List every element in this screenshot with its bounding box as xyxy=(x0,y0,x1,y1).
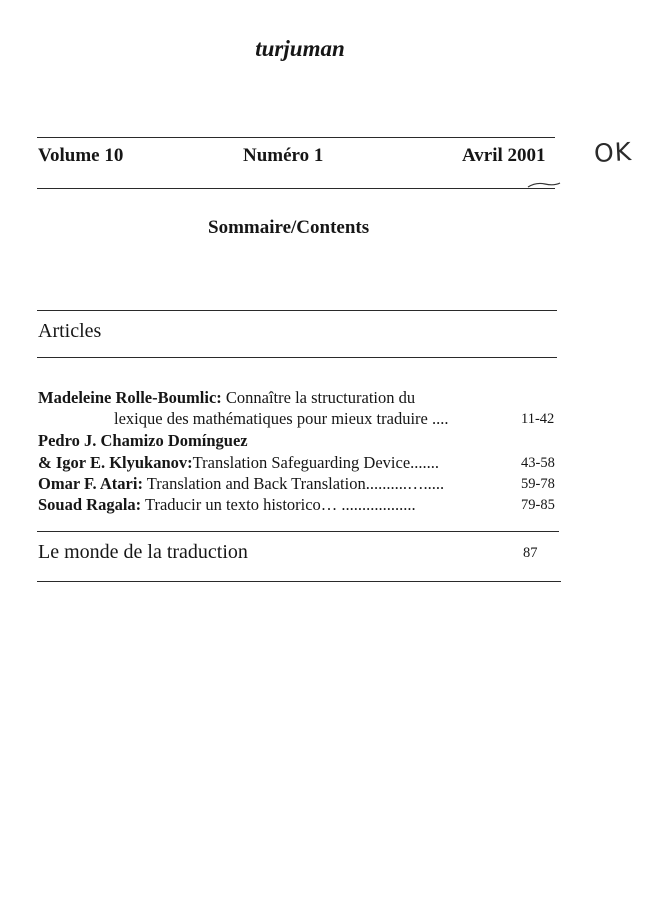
header-top-rule xyxy=(37,137,555,138)
monde-top-rule xyxy=(37,531,559,532)
contents-title: Sommaire/Contents xyxy=(208,217,370,238)
toc-entry-3-pages: 59-78 xyxy=(521,476,555,492)
toc-entry-3-line xyxy=(38,474,444,494)
toc-entry-4-pages: 79-85 xyxy=(521,497,555,513)
toc-entry-1-title-part2: lexique des mathématiques pour mieux traduire .... xyxy=(114,409,449,428)
monde-bottom-rule xyxy=(37,581,561,582)
handwritten-ok-annotation: OK xyxy=(593,137,633,168)
monde-section-label: Le monde de la traduction xyxy=(38,541,248,563)
toc-entry-2-author-part1: Pedro J. Chamizo Domínguez xyxy=(38,431,248,450)
issue-label: Numéro 1 xyxy=(243,145,324,166)
articles-top-rule xyxy=(37,310,557,311)
journal-title: turjuman xyxy=(255,36,345,61)
toc-entry-2-pages: 43-58 xyxy=(521,455,555,471)
toc-entry-4-line xyxy=(38,495,416,515)
articles-bottom-rule xyxy=(37,357,557,358)
toc-entry-3-title: Translation and Back Translation..........…..... xyxy=(142,474,445,493)
toc-entry-2-title: Translation Safeguarding Device....... xyxy=(192,453,440,472)
toc-entry-4-title: Traducir un texto historico… .................. xyxy=(141,495,416,514)
toc-entry-1-pages: 11-42 xyxy=(521,411,555,427)
toc-entry-1-title-part1: Connaître la structuration du xyxy=(221,388,416,407)
articles-section-label: Articles xyxy=(38,320,102,342)
volume-label: Volume 10 xyxy=(38,145,124,166)
toc-entry-3-author: Omar F. Atari: xyxy=(38,474,143,493)
toc-entry-2-author-line1 xyxy=(38,431,248,451)
toc-entry-2-line2 xyxy=(38,453,439,473)
header-bottom-rule xyxy=(37,188,555,189)
toc-entry-1-line1 xyxy=(38,388,415,408)
monde-section-pages: 87 xyxy=(523,545,538,561)
pen-mark-scribble xyxy=(527,181,561,189)
toc-entry-4-author: Souad Ragala: xyxy=(38,495,142,514)
date-label: Avril 2001 xyxy=(462,145,546,166)
toc-entry-2-author-part2: & Igor E. Klyukanov: xyxy=(38,453,193,472)
toc-entry-1-author: Madeleine Rolle-Boumlic: xyxy=(38,388,222,407)
